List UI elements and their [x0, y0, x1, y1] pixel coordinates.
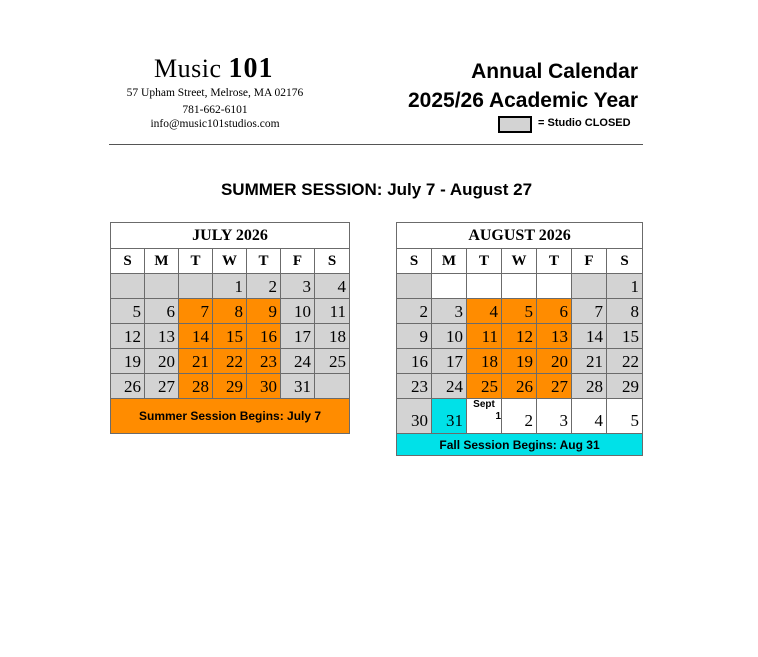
day-cell: 20 — [145, 349, 179, 374]
day-cell: 8 — [213, 299, 247, 324]
day-cell: 11 — [315, 299, 350, 324]
page-subtitle: 2025/26 Academic Year — [407, 89, 638, 112]
day-cell — [111, 274, 145, 299]
logo-text — [154, 54, 274, 84]
day-cell: 13 — [537, 324, 572, 349]
day-cell: 5 — [502, 299, 537, 324]
weekday-header: T — [537, 249, 572, 274]
day-cell: 17 — [281, 324, 315, 349]
day-cell: 26 — [502, 374, 537, 399]
day-cell: 13 — [145, 324, 179, 349]
day-cell: 26 — [111, 374, 145, 399]
day-cell: 10 — [281, 299, 315, 324]
day-cell: 22 — [607, 349, 643, 374]
logo-number: 101 — [228, 53, 274, 84]
closed-legend-swatch — [498, 116, 532, 133]
weekday-header: S — [315, 249, 350, 274]
weekday-header: T — [247, 249, 281, 274]
day-cell: 12 — [111, 324, 145, 349]
day-cell: 19 — [502, 349, 537, 374]
day-cell: 4 — [467, 299, 502, 324]
day-cell: 27 — [145, 374, 179, 399]
day-cell: 16 — [247, 324, 281, 349]
day-cell: 9 — [397, 324, 432, 349]
day-cell: 11 — [467, 324, 502, 349]
day-cell: 16 — [397, 349, 432, 374]
day-cell: 14 — [572, 324, 607, 349]
day-cell: 24 — [432, 374, 467, 399]
day-cell: 23 — [247, 349, 281, 374]
session-title-text: SUMMER SESSION: July 7 - August 27 — [220, 180, 533, 199]
day-cell: 4 — [315, 274, 350, 299]
day-cell: 14 — [179, 324, 213, 349]
day-cell: 12 — [502, 324, 537, 349]
day-cell: 31 — [281, 374, 315, 399]
day-cell: 7 — [179, 299, 213, 324]
day-cell: 22 — [213, 349, 247, 374]
day-cell: 28 — [572, 374, 607, 399]
weekday-header: T — [467, 249, 502, 274]
day-cell: 23 — [397, 374, 432, 399]
day-cell: 21 — [179, 349, 213, 374]
day-cell: 4 — [572, 399, 607, 434]
weekday-header: S — [111, 249, 145, 274]
day-cell: 15 — [213, 324, 247, 349]
day-cell: 5 — [607, 399, 643, 434]
day-cell: 29 — [213, 374, 247, 399]
day-cell — [397, 274, 432, 299]
sept-first-cell — [467, 399, 502, 434]
day-cell: 6 — [537, 299, 572, 324]
august-calendar — [396, 222, 643, 456]
weekday-header: W — [502, 249, 537, 274]
day-cell: 29 — [607, 374, 643, 399]
day-cell: 10 — [432, 324, 467, 349]
day-cell: 3 — [281, 274, 315, 299]
weekday-header: F — [281, 249, 315, 274]
sept-label: Sept — [473, 399, 495, 410]
weekday-header: T — [179, 249, 213, 274]
july-calendar — [110, 222, 350, 434]
day-cell: 25 — [315, 349, 350, 374]
music101-logo — [154, 54, 274, 84]
weekday-header: M — [432, 249, 467, 274]
weekday-header: W — [213, 249, 247, 274]
weekday-header: F — [572, 249, 607, 274]
day-cell — [315, 374, 350, 399]
day-cell: 18 — [315, 324, 350, 349]
july-title: JULY 2026 — [111, 223, 350, 249]
day-cell — [502, 274, 537, 299]
august-title: AUGUST 2026 — [397, 223, 643, 249]
logo-word: Music — [154, 54, 222, 83]
day-cell: 21 — [572, 349, 607, 374]
day-cell: 2 — [502, 399, 537, 434]
day-cell: 6 — [145, 299, 179, 324]
day-cell: 8 — [607, 299, 643, 324]
phone: 781-662-6101 — [182, 104, 248, 116]
day-cell: 9 — [247, 299, 281, 324]
sept-day: 1 — [495, 411, 501, 422]
email: info@music101studios.com — [150, 118, 280, 130]
weekday-header: M — [145, 249, 179, 274]
weekday-header: S — [607, 249, 643, 274]
day-cell: 25 — [467, 374, 502, 399]
day-cell: 30 — [247, 374, 281, 399]
day-cell — [432, 274, 467, 299]
day-cell — [179, 274, 213, 299]
day-cell: 2 — [397, 299, 432, 324]
day-cell: 28 — [179, 374, 213, 399]
day-cell — [572, 274, 607, 299]
day-cell: 7 — [572, 299, 607, 324]
day-cell — [467, 274, 502, 299]
closed-legend-label: = Studio CLOSED — [538, 117, 631, 129]
summer-session-banner: Summer Session Begins: July 7 — [111, 399, 350, 434]
day-cell: 27 — [537, 374, 572, 399]
fall-start-day-cell: 31 — [432, 399, 467, 434]
day-cell: 18 — [467, 349, 502, 374]
day-cell: 17 — [432, 349, 467, 374]
day-cell: 1 — [607, 274, 643, 299]
day-cell: 3 — [432, 299, 467, 324]
address: 57 Upham Street, Melrose, MA 02176 — [126, 87, 304, 99]
weekday-header: S — [397, 249, 432, 274]
day-cell: 19 — [111, 349, 145, 374]
day-cell: 24 — [281, 349, 315, 374]
day-cell: 30 — [397, 399, 432, 434]
day-cell: 3 — [537, 399, 572, 434]
day-cell: 2 — [247, 274, 281, 299]
day-cell: 20 — [537, 349, 572, 374]
day-cell — [537, 274, 572, 299]
day-cell: 5 — [111, 299, 145, 324]
day-cell: 15 — [607, 324, 643, 349]
header-divider — [109, 144, 643, 145]
day-cell — [145, 274, 179, 299]
session-title — [0, 180, 758, 200]
fall-session-banner: Fall Session Begins: Aug 31 — [397, 434, 643, 456]
page-title: Annual Calendar — [471, 60, 638, 83]
day-cell: 1 — [213, 274, 247, 299]
